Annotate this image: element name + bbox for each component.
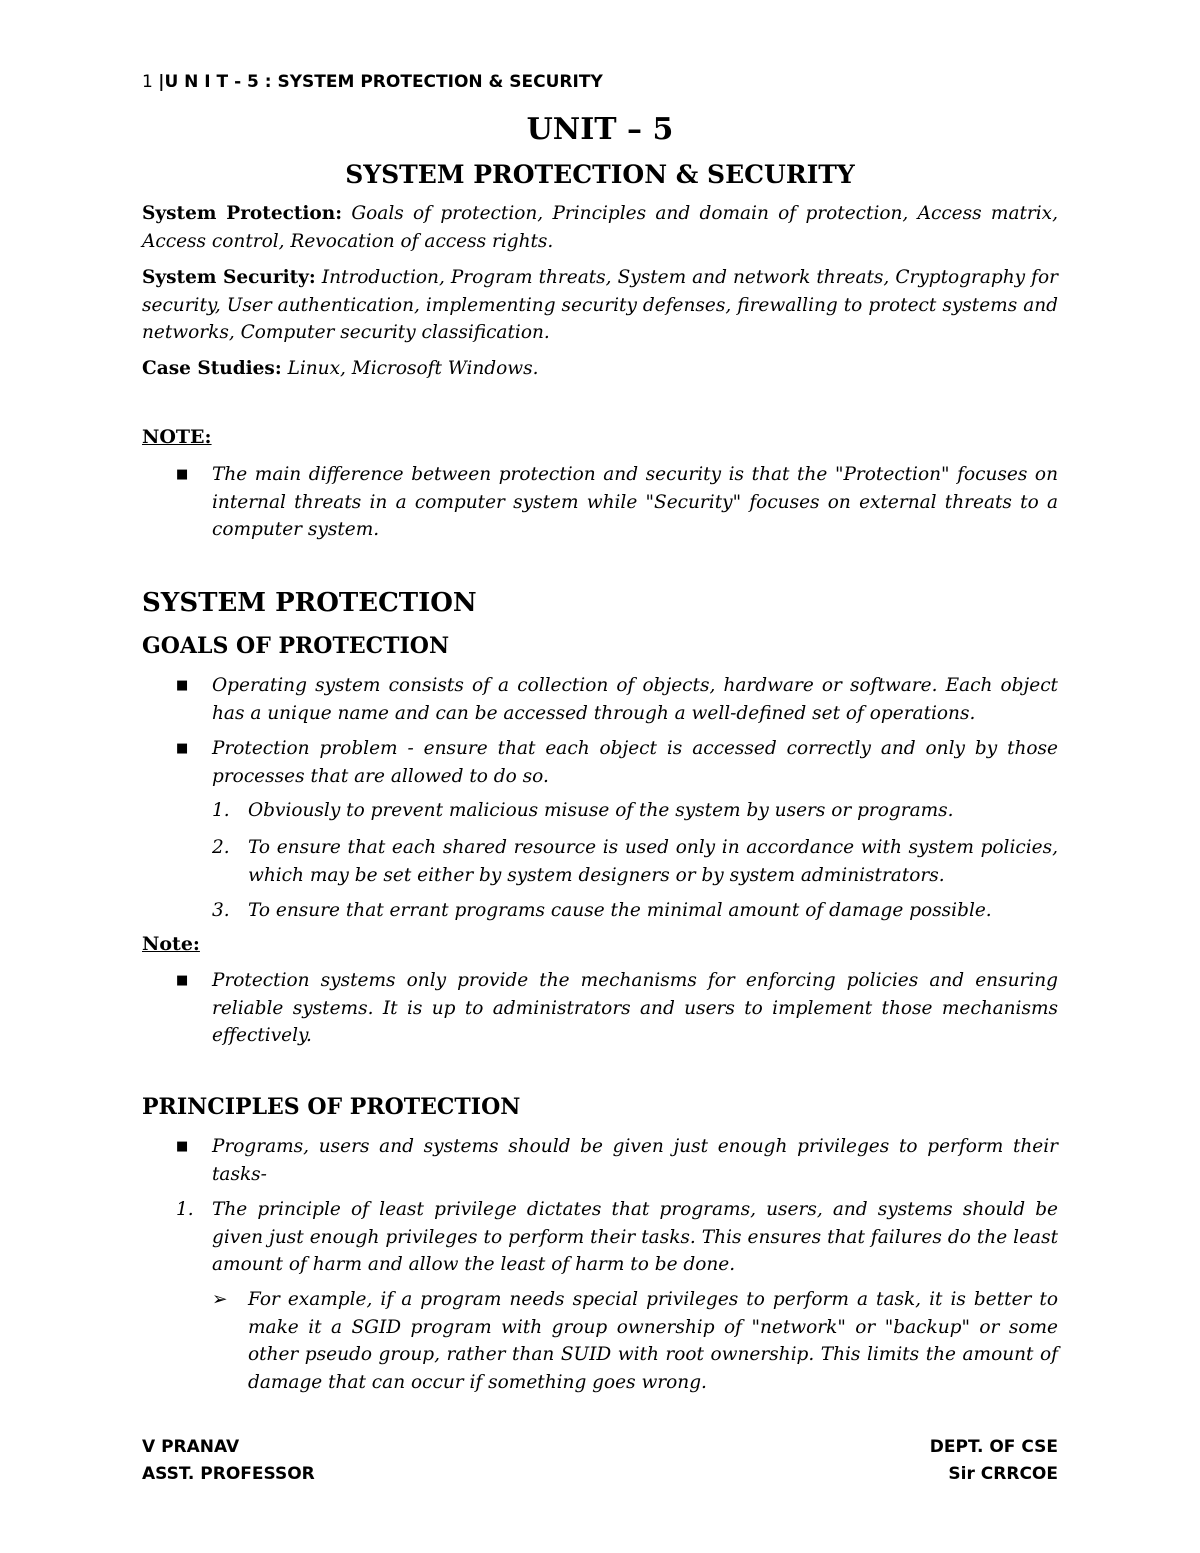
arrow-item-text: For example, if a program needs special privileges to perform a task, it is better to make it a SGID program with group ownership of "network" or "backup" or some other pseudo group, rather than SUID with root ownership. This limits the amount of damage that can occur if something goes wrong. [248,1289,1058,1393]
syllabus-case-studies [142,355,1058,383]
note-bullet [142,461,1058,545]
footer-college-name: Sir CRRCOE [948,1464,1058,1484]
syllabus-case-label: Case Studies: [142,358,282,379]
note-bullet-text: Protection systems only provide the mechanisms for enforcing policies and ensuring reliable systems. It is up to administrators and users to implement those mechanisms effectively. [212,970,1058,1046]
syllabus-security-label: System Security: [142,267,316,288]
numbered-item [142,797,1058,825]
syllabus-security [142,264,1058,347]
arrow-bullet-icon: ➢ [212,1289,228,1310]
note-label-2: Note: [142,933,200,955]
list-item-text: Programs, users and systems should be given just enough privileges to perform their tasks- [212,1136,1058,1185]
list-item [142,735,1058,791]
square-bullet-icon: ■ [176,973,189,988]
item-text: The principle of least privilege dictates that programs, users, and systems should be given just enough privileges to perform their tasks. This ensures that failures do the least amount of harm and allow the least of harm to be done. [212,1199,1058,1275]
numbered-item [142,897,1058,925]
item-number: 1. [212,800,230,821]
item-text: To ensure that each shared resource is used only in accordance with system policies, which may be set either by system designers or by system administrators. [248,837,1058,886]
syllabus-protection [142,200,1058,255]
syllabus-protection-text: Goals of protection, Principles and domain of protection, Access matrix, Access control, Revocation of access rights. [142,203,1058,252]
square-bullet-icon: ■ [176,1139,189,1154]
list-item-text: Operating system consists of a collection of objects, hardware or software. Each object has a unique name and can be accessed through a well-defined set of operations. [212,675,1058,724]
list-item [142,1133,1058,1189]
item-number: 3. [212,900,230,921]
footer-dept [930,1434,1058,1488]
subsection-heading-principles: PRINCIPLES OF PROTECTION [142,1094,521,1120]
page-number: 1 [142,72,153,92]
square-bullet-icon: ■ [176,741,189,756]
syllabus-protection-label: System Protection: [142,203,343,224]
numbered-item [142,1196,1058,1280]
square-bullet-icon: ■ [176,678,189,693]
subsection-heading-goals: GOALS OF PROTECTION [142,633,450,659]
note-bullet-text: The main difference between protection and security is that the "Protection" focuses on internal threats in a computer system while "Security" focuses on external threats to a computer system. [212,464,1058,540]
running-title: |U N I T - 5 : SYSTEM PROTECTION & SECURITY [158,72,603,92]
item-text: To ensure that errant programs cause the minimal amount of damage possible. [248,900,992,921]
unit-title: UNIT – 5 [526,112,674,147]
numbered-item [142,834,1058,890]
note-label: NOTE: [142,426,212,448]
footer-author [142,1434,315,1488]
square-bullet-icon: ■ [176,467,189,482]
item-number: 1. [176,1199,194,1220]
note-bullet-2 [142,967,1058,1051]
running-header [142,72,603,92]
list-item-text: Protection problem - ensure that each object is accessed correctly and only by those processes that are allowed to do so. [212,738,1058,787]
syllabus-case-text: Linux, Microsoft Windows. [287,358,539,379]
footer-author-name: V PRANAV [142,1437,240,1457]
syllabus-security-text: Introduction, Program threats, System and network threats, Cryptography for security, User authentication, implementing security defenses, firewalling to protect systems and networks, Computer security classification. [142,267,1058,343]
unit-subtitle: SYSTEM PROTECTION & SECURITY [345,160,855,189]
item-text: Obviously to prevent malicious misuse of the system by users or programs. [248,800,954,821]
list-item [142,672,1058,728]
footer-dept-name: DEPT. OF CSE [929,1437,1058,1457]
arrow-item [142,1286,1058,1398]
item-number: 2. [212,837,230,858]
section-heading-system-protection: SYSTEM PROTECTION [142,588,477,618]
footer-author-title: ASST. PROFESSOR [142,1464,315,1484]
